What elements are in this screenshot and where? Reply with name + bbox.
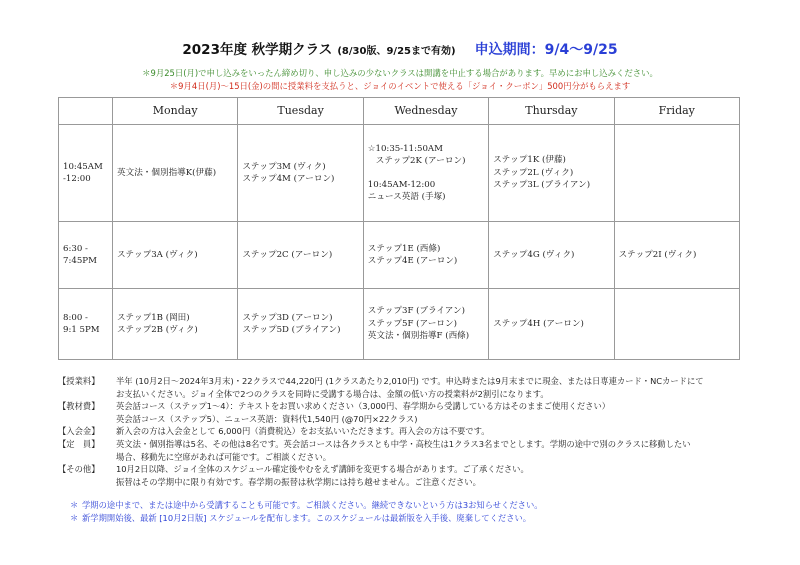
info-materials [58,400,758,413]
day-header: Monday [113,98,238,125]
time-end: -12:00 [63,174,91,184]
class-entry: ステップ1E (西條) [367,243,441,254]
class-cell [489,125,614,222]
footer-notes [70,499,543,524]
class-cell [113,289,238,360]
class-cell-empty [614,289,739,360]
class-entry: ステップ1K (伊藤) [493,155,566,166]
class-time-note: ☆10:35-11:50AM [367,143,443,154]
spacer [368,168,484,179]
class-entry: ステップ2B (ヴィク) [117,325,198,335]
time-end: 9:1 5PM [63,325,100,335]
class-entry: ステップ2K (アーロン) [375,156,466,167]
class-cell [113,222,238,289]
info-label: 【教材費】 [58,401,100,412]
footer-note [70,512,543,525]
class-entry: ステップ4G (ヴィク) [493,249,575,260]
info-section [58,375,758,488]
class-entry: 英文法・個別指導K(伊藤) [117,167,217,178]
info-label: 【授業料】 [58,376,100,386]
class-cell [238,125,363,222]
info-label: 【入会金】 [58,426,100,437]
class-cell [238,289,363,360]
time-cell [59,289,113,360]
day-header: Wednesday [363,98,488,125]
info-label: 【その他】 [58,464,100,475]
class-entry: ステップ4E (アーロン) [367,256,458,266]
time-start: 8:00 - [63,312,88,323]
info-text: 新入会の方は入会金として 6,000円（消費税込）をお支払いいただきます。再入会の方は不要です。 [116,426,490,437]
info-text: 英会話コース（ステップ1〜4）：テキストをお買い求めください（3,000円、春学期から受講している方はそのままご使用ください） [116,401,611,412]
class-entry: ステップ5F (アーロン) [367,318,457,329]
notice-coupon: ＊9月4日(月)〜15日(金)の間に授業料を支払うと、ジョイのイベントで使える「ジョイ・クーポン」500円分がもらえます [169,81,631,91]
class-time-note: 10:45AM-12:00 [367,179,436,190]
info-text: お支払いください。ジョイ全体で2つのクラスを同時に受講する場合は、金額の低い方の授業料が2割引になります。 [116,388,549,399]
class-entry: ステップ2C (アーロン) [242,249,333,260]
info-text: 英会話コース（ステップ5）、ニュース英語：資料代1,540円 (@70円×22クラス) [116,413,418,424]
info-enrollment-fee [58,425,758,438]
class-cell-empty [614,125,739,222]
application-period: 申込期間：9/4〜9/25 [474,42,618,58]
asterisk-mark: ＊ [70,500,79,510]
time-cell [59,125,113,222]
notice-deadline: ＊9月25日(月)で申し込みをいったん締め切り、申し込みの少ないクラスは開講を中止する場合があります。早めにお申し込みください。 [142,68,658,78]
class-entry: ステップ2L (ヴィク) [493,167,574,178]
asterisk-mark: ＊ [70,512,79,523]
info-text: 半年 (10月2日〜2024年3月末)・22クラスで44,220円 (1クラスあたり2,010円) です。申込時または9月末までに現金、または日専連カード・NCカードにて [116,376,704,386]
title-main: 2023年度 秋学期クラス [182,42,333,58]
title-subtitle: (8/30版、9/25まで有効) [337,46,456,57]
footer-note [70,499,543,512]
footer-note-text: 学期の途中まで、または途中から受講することも可能です。ご相談ください。継続できないという方は3お知らせください。 [82,500,543,510]
info-other [58,463,758,476]
class-entry: ニュース英語 (手塚) [367,191,446,202]
info-tuition [58,375,758,388]
schedule-row-morning [59,125,740,222]
schedule-row-evening-2 [59,289,740,360]
info-text: 英文法・個別指導は5名、その他は8名です。英会話コースは各クラスとも中学・高校生は1クラス3名までとします。学期の途中で別のクラスに移動したい [116,438,691,449]
time-start: 6:30 - [63,243,88,254]
class-cell [489,222,614,289]
class-entry: ステップ3M (ヴィク) [242,161,326,172]
class-entry: ステップ2I (ヴィク) [618,249,697,260]
class-entry: ステップ3D (アーロン) [242,312,333,323]
class-entry: ステップ3L (ブライアン) [493,180,591,191]
class-entry: ステップ5D (ブライアン) [242,325,341,335]
footer-note-text: 新学期開始後、最新 [10月2日版] スケジュールを配布します。このスケジュールは最新版を入手後、廃棄してください。 [82,512,532,523]
info-text: 場合、移動先に空席があれば可能です。ご相談ください。 [116,451,332,462]
header-empty [59,98,113,125]
class-cell [614,222,739,289]
info-text: 10月2日以降、ジョイ全体のスケジュール確定後やむをえず講師を変更する場合があります。ご了承ください。 [116,464,529,475]
class-entry: ステップ4H (アーロン) [493,318,584,329]
info-text: 振替はその学期中に限り有効です。春学期の振替は秋学期には持ち越せません。ご注意ください。 [116,476,481,487]
class-entry: ステップ4M (アーロン) [242,174,335,184]
class-cell [238,222,363,289]
info-capacity [58,438,758,451]
info-label: 【定 員】 [58,438,100,449]
class-cell [363,222,488,289]
page-title [0,38,800,59]
day-header: Thursday [489,98,614,125]
class-cell [489,289,614,360]
day-header: Tuesday [238,98,363,125]
time-start: 10:45AM [63,161,103,172]
schedule-row-evening-1 [59,222,740,289]
class-entry: 英文法・個別指導F (西條) [367,331,470,342]
class-cell [113,125,238,222]
class-cell [363,125,488,222]
day-header: Friday [614,98,739,125]
class-entry: ステップ3A (ヴィク) [117,249,198,260]
class-entry: ステップ3F (ブライアン) [367,306,465,317]
schedule-header-row [59,98,740,125]
class-cell [363,289,488,360]
schedule-table [58,97,740,360]
time-end: 7:45PM [63,256,97,266]
class-entry: ステップ1B (岡田) [117,312,190,323]
time-cell [59,222,113,289]
